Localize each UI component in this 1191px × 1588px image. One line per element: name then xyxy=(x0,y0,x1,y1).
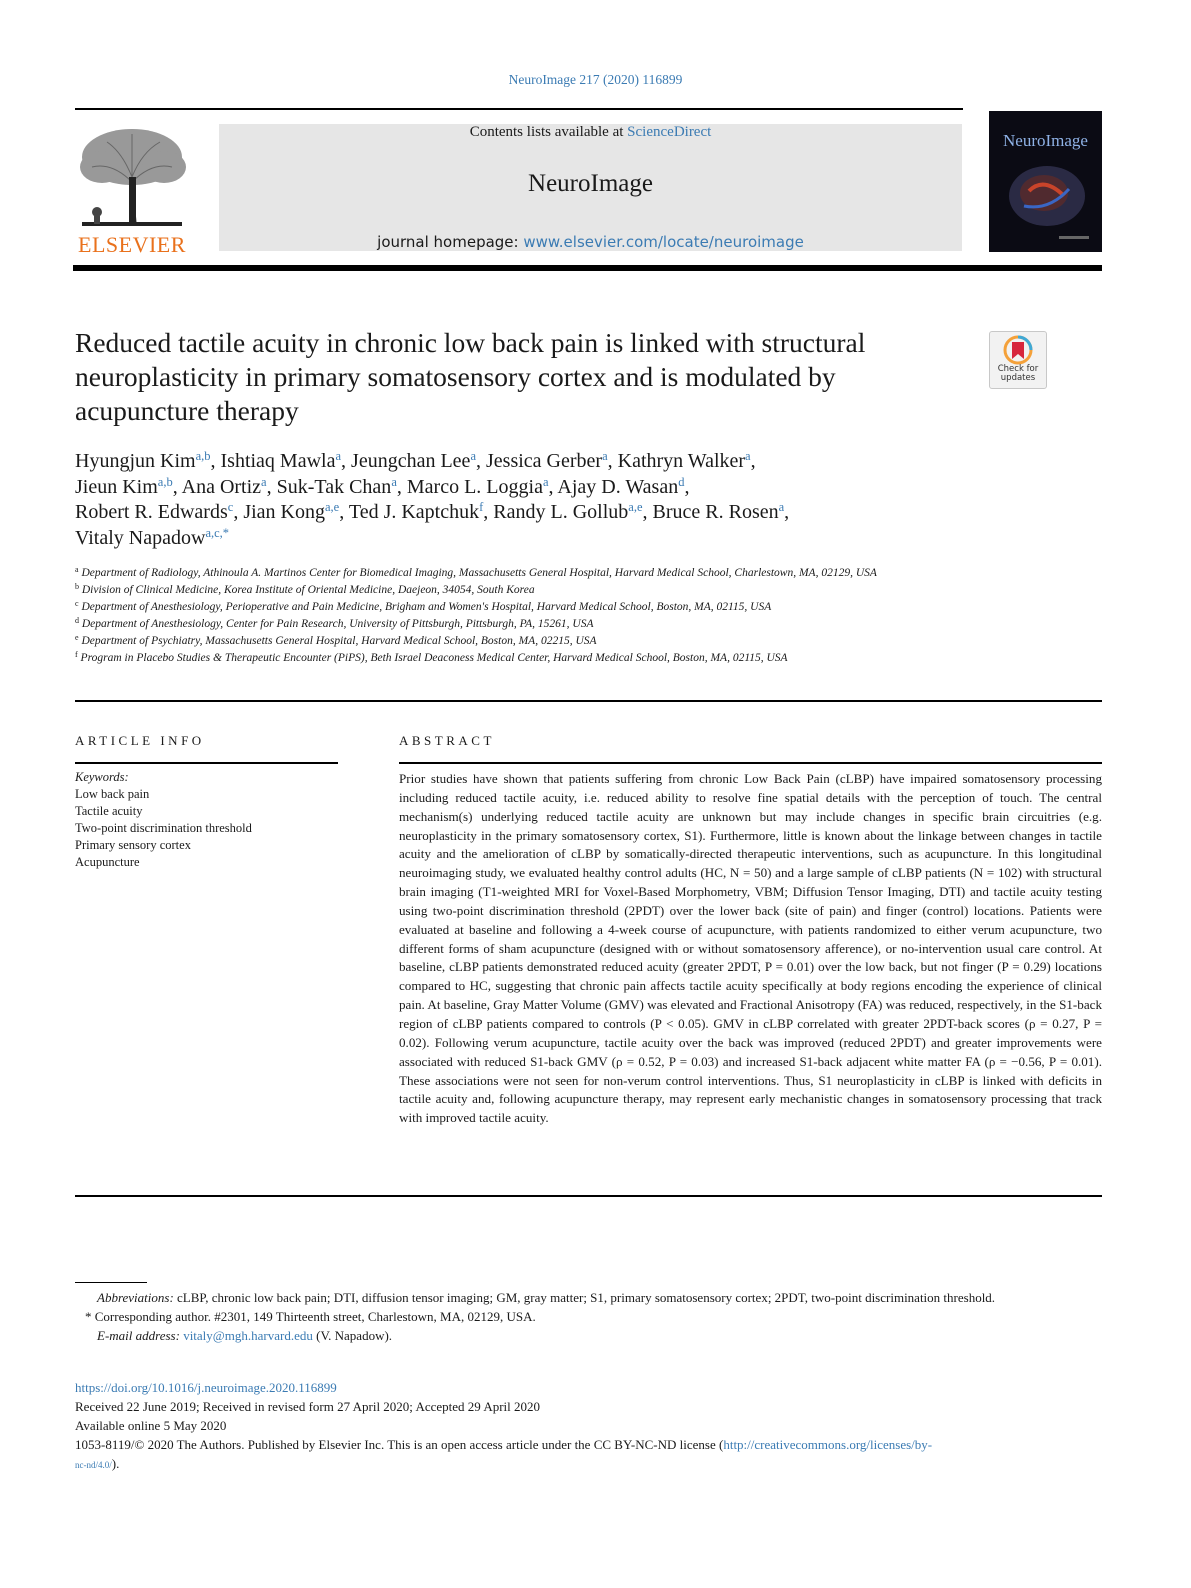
author-name: Vitaly Napadow xyxy=(75,526,206,549)
license-statement xyxy=(75,1435,1102,1454)
author-affiliation-mark[interactable]: a xyxy=(261,474,267,489)
affiliation-item xyxy=(75,565,975,582)
author-name: Ishtiaq Mawla xyxy=(220,450,336,472)
keyword-item: Acupuncture xyxy=(75,855,140,869)
author-name: Marco L. Loggia xyxy=(406,475,543,498)
journal-citation[interactable]: NeuroImage 217 (2020) 116899 xyxy=(508,72,683,87)
homepage-prefix: journal homepage: xyxy=(377,233,524,251)
keyword-item: Low back pain xyxy=(75,787,150,801)
affiliation-key: b xyxy=(75,582,79,591)
author-list: Hyungjun Kim$^{a,b}$, Ishtiaq Mawla$^a$, Jeungchan Lee$^a$, Jessica Gerber$^a$, Kathryn Walker$^a$, Jieun Kim$^{a,b}$, Ana Ortiz$^a$, Suk-Tak Chan$^a$, Marco L. Loggia$^a$, Ajay D. Wasan$^d$, Robert R. Edwards$^c$, Jian Kong$^{a,e}$, Ted J. Kaptchuk$^f$, Randy L. Gollub$^{a,e}$, Bruce R. Rosen$^a$, Vitaly Napadow$^{a,c,*}$ xyxy=(75,449,790,549)
author-affiliation-mark[interactable]: a,c,* xyxy=(205,525,230,540)
abstract-end-rule xyxy=(75,1195,1102,1197)
contents-prefix: Contents lists available at xyxy=(469,124,628,140)
publication-info xyxy=(75,1378,1102,1475)
license-suffix: ). xyxy=(111,1456,120,1471)
article-info-heading: ARTICLE INFO xyxy=(75,733,205,748)
author-affiliation-mark[interactable]: f xyxy=(479,500,484,514)
affiliation-key: e xyxy=(75,633,79,642)
affiliation-text: Program in Placebo Studies & Therapeutic Encounter (PiPS), Beth Israel Deaconess Medical Center, Harvard Medical School, Boston, MA, 02115, USA xyxy=(77,652,788,664)
cover-title: NeuroImage xyxy=(1003,131,1088,150)
abstract-rule xyxy=(399,762,1102,764)
license-prefix: 1053-8119/© 2020 The Authors. Published by Elsevier Inc. This is an open access article under the CC BY-NC-ND license ( xyxy=(75,1437,724,1452)
author-name: Ted J. Kaptchuk xyxy=(348,501,480,523)
author-name: Jeungchan Lee xyxy=(351,450,471,472)
author-name: Bruce R. Rosen xyxy=(652,501,779,523)
author-affiliation-mark[interactable]: a,e xyxy=(628,500,643,514)
affiliation-item xyxy=(75,599,975,616)
affiliation-item xyxy=(75,616,975,633)
bookmark-icon xyxy=(1003,335,1033,365)
homepage-link[interactable]: www.elsevier.com/locate/neuroimage xyxy=(523,233,804,251)
author-affiliation-mark[interactable]: a xyxy=(745,449,751,463)
header-thick-rule xyxy=(73,265,1102,271)
author-name: Jessica Gerber xyxy=(486,450,603,472)
author-affiliation-mark[interactable]: a,b xyxy=(157,474,173,489)
author-affiliation-mark[interactable]: a,e xyxy=(325,500,340,514)
author-affiliation-mark[interactable]: a xyxy=(542,474,549,489)
author-affiliation-mark[interactable]: a xyxy=(391,474,397,489)
author-affiliation-mark[interactable]: a xyxy=(335,449,342,463)
affiliation-text: Department of Radiology, Athinoula A. Martinos Center for Biomedical Imaging, Massachusetts General Hospital, Harvard Medical School, Charlestown, MA, 02129, USA xyxy=(78,567,877,579)
affiliation-list xyxy=(75,565,975,667)
keyword-item: Primary sensory cortex xyxy=(75,838,191,852)
email-suffix: (V. Napadow). xyxy=(312,1328,393,1343)
contents-line xyxy=(219,124,962,141)
doi-link[interactable]: https://doi.org/10.1016/j.neuroimage.2020.116899 xyxy=(75,1380,337,1395)
author-affiliation-mark[interactable]: a xyxy=(778,500,785,514)
affiliation-text: Department of Anesthesiology, Perioperative and Pain Medicine, Brigham and Women's Hospital, Harvard Medical School, Boston, MA, 02115, USA xyxy=(78,601,772,613)
author-affiliation-mark[interactable]: a,b xyxy=(195,449,211,463)
check-for-updates-button[interactable] xyxy=(989,331,1047,389)
check-updates-line2: updates xyxy=(1000,373,1036,383)
license-link[interactable]: http://creativecommons.org/licenses/by- xyxy=(723,1437,933,1452)
corresponding-note xyxy=(75,1307,1102,1326)
affiliation-text: Department of Psychiatry, Massachusetts General Hospital, Harvard Medical School, Boston, MA, 02215, USA xyxy=(78,635,597,647)
corresponding-text: Corresponding author. #2301, 149 Thirteenth street, Charlestown, MA, 02129, USA. xyxy=(91,1309,536,1324)
author-name: Randy L. Gollub xyxy=(493,501,629,523)
keyword-item: Two-point discrimination threshold xyxy=(75,821,252,835)
header-rule xyxy=(75,108,963,110)
license-continuation xyxy=(75,1454,1102,1475)
abstract-heading: ABSTRACT xyxy=(399,733,495,748)
author-name: Suk-Tak Chan xyxy=(276,475,392,498)
affiliation-text: Division of Clinical Medicine, Korea Institute of Oriental Medicine, Daejeon, 34054, South Korea xyxy=(79,584,535,596)
affiliation-item xyxy=(75,633,975,650)
corresponding-mark: * xyxy=(85,1309,92,1324)
abstract-text: Prior studies have shown that patients suffering from chronic Low Back Pain (cLBP) have impaired somatosensory processing including reduced tactile acuity, i.e. reduced ability to resolve fine spatial details with the perception of touch. The central mechanism(s) underlying reduced tactile acuity are unknown but may include changes in specific brain circuitries (e.g. neuroplasticity in the primary somatosensory cortex, S1). Furthermore, little is known about the linkage between changes in tactile acuity and the amelioration of cLBP by somatically-directed therapeutic interventions, such as acupuncture. In this longitudinal neuroimaging study, we evaluated healthy control adults (HC, N = 50) and a large sample of cLBP patients (N = 102) with structural brain imaging (T1-weighted MRI for Voxel-Based Morphometry, VBM; Diffusion Tensor Imaging, DTI) and tactile acuity testing using two-point discrimination threshold (2PDT) over the lower back (site of pain) and finger (control) locations. Patients were evaluated at baseline and following a 4-week course of acupuncture, with patients randomized to either verum acupuncture, two different forms of sham acupuncture (designed with or without somatosensory afference), or no-intervention usual care control. At baseline, cLBP patients demonstrated reduced acuity (greater 2PDT, P = 0.01) over the low back, but not finger (P = 0.29) locations compared to HC, suggesting that chronic pain affects tactile acuity specifically at body regions encoding the experience of clinical pain. At baseline, Gray Matter Volume (GMV) was elevated and Fractional Anisotropy (FA) was reduced, respectively, in the S1-back region of cLBP patients compared to controls (P < 0.05). GMV in cLBP correlated with greater 2PDT-back scores (ρ = 0.27, P = 0.02). Following verum acupuncture, tactile acuity over the back was improved (reduced 2PDT) and greater improvements were associated with reduced S1-back GMV (ρ = 0.52, P = 0.03) and increased S1-back adjacent white matter FA (ρ = −0.56, P = 0.01). These associations were not seen for non-verum control interventions. Thus, S1 neuroplasticity in cLBP is linked with deficits in tactile acuity and, following acupuncture therapy, may represent early mechanistic changes in somatosensory processing that track with improved tactile acuity. xyxy=(399,771,1102,1126)
journal-homepage xyxy=(219,233,962,251)
received-dates: Received 22 June 2019; Received in revised form 27 April 2020; Accepted 29 April 2020 xyxy=(75,1399,541,1414)
affiliation-item xyxy=(75,582,975,599)
abbreviations-text: cLBP, chronic low back pain; DTI, diffusion tensor imaging; GM, gray matter; S1, primary somatosensory cortex; 2PDT, two-point discrimination threshold. xyxy=(173,1290,996,1305)
keyword-list xyxy=(75,786,338,871)
keyword-item: Tactile acuity xyxy=(75,804,143,818)
affiliation-key: a xyxy=(75,565,79,574)
affiliation-key: c xyxy=(75,599,79,608)
keywords-block xyxy=(75,769,338,871)
sciencedirect-link[interactable]: ScienceDirect xyxy=(627,124,712,140)
author-name: Ana Ortiz xyxy=(181,475,262,498)
email-note xyxy=(75,1326,1102,1345)
check-updates-line1: Check for xyxy=(997,364,1039,374)
journal-name: NeuroImage xyxy=(528,170,653,197)
author-name: Jian Kong xyxy=(243,501,325,523)
section-rule xyxy=(75,700,1102,702)
author-name: Kathryn Walker xyxy=(617,450,746,472)
author-name: Jieun Kim xyxy=(75,475,158,498)
journal-cover xyxy=(989,111,1102,252)
email-label: E-mail address: xyxy=(97,1328,180,1343)
affiliation-key: d xyxy=(75,616,79,625)
license-link-cont[interactable]: nc-nd/4.0/ xyxy=(75,1460,112,1470)
abbreviations-note xyxy=(75,1288,1102,1307)
article-info-rule xyxy=(75,762,338,764)
author-name: Hyungjun Kim xyxy=(75,450,196,472)
author-name: Ajay D. Wasan xyxy=(557,475,679,498)
affiliation-key: f xyxy=(75,650,78,659)
available-online: Available online 5 May 2020 xyxy=(75,1418,227,1433)
author-affiliation-mark[interactable]: d xyxy=(678,474,685,489)
author-affiliation-mark[interactable]: a xyxy=(602,449,608,463)
publisher-logo-text: ELSEVIER xyxy=(78,232,186,257)
author-name: Robert R. Edwards xyxy=(75,501,228,523)
tree-icon xyxy=(72,122,192,232)
article-title: Reduced tactile acuity in chronic low back pain is linked with structural neuroplasticity in primary somatosensory cortex and is modulated by acupuncture therapy xyxy=(75,327,866,426)
check-updates-label xyxy=(990,365,1046,383)
affiliation-item xyxy=(75,650,975,667)
footnote-rule xyxy=(75,1282,147,1283)
email-link[interactable]: vitaly@mgh.harvard.edu xyxy=(183,1328,313,1343)
affiliation-text: Department of Anesthesiology, Center for Pain Research, University of Pittsburgh, Pittsburgh, PA, 15261, USA xyxy=(79,618,594,630)
abbreviations-label: Abbreviations: xyxy=(97,1290,174,1305)
keywords-label: Keywords: xyxy=(75,770,129,784)
footnotes xyxy=(75,1288,1102,1345)
author-affiliation-mark[interactable]: c xyxy=(227,500,234,514)
author-affiliation-mark[interactable]: a xyxy=(470,449,476,463)
